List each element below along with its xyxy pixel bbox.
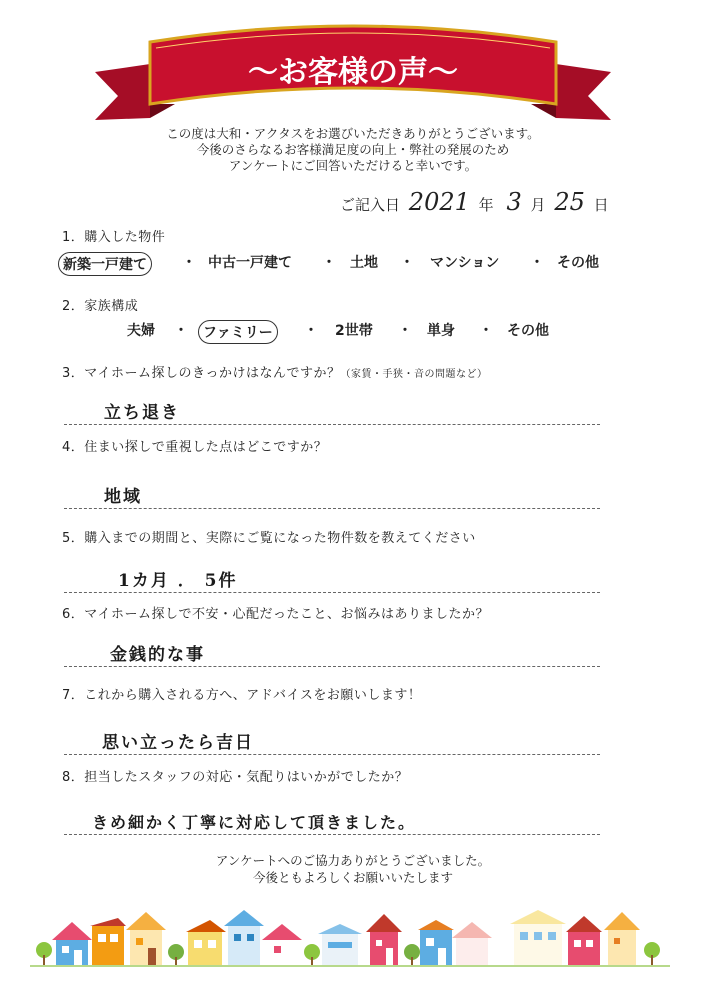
answer-8: きめ細かく丁寧に対応して頂きました。 xyxy=(92,813,417,832)
house-icon xyxy=(90,918,126,965)
answer-5: 1カ月 ． 5件 xyxy=(118,571,238,591)
question-4: 4．住まい探しで重視した点はどこですか？ xyxy=(62,440,328,455)
answer-line xyxy=(64,754,600,755)
q2-options xyxy=(0,320,706,342)
date-day-unit: 日 xyxy=(593,196,609,214)
question-7: 7．これから購入される方へ、アドバイスをお願いします！ xyxy=(62,688,422,703)
answer-line xyxy=(64,834,600,835)
q2-option-selected: ファミリー xyxy=(198,320,278,344)
q2-option: 夫婦 xyxy=(127,323,155,339)
question-3-label: 3．マイホーム探しのきっかけはなんですか？ xyxy=(62,366,341,381)
q1-option: マンション xyxy=(430,255,500,271)
answer-line xyxy=(64,424,600,425)
date-label: ご記入日 xyxy=(340,196,401,214)
question-3-note: （家賃・手狭・音の問題など） xyxy=(340,369,488,380)
date-year: 2021 xyxy=(408,188,470,216)
house-icon xyxy=(510,910,566,965)
house-icon xyxy=(186,920,226,965)
intro-line: 今後のさらなるお客様満足度の向上・弊社の発展のため xyxy=(196,142,510,157)
separator: ・ xyxy=(400,255,414,271)
separator: ・ xyxy=(530,255,544,271)
ribbon-banner xyxy=(0,0,706,125)
answer-line xyxy=(64,666,600,667)
separator: ・ xyxy=(304,323,318,339)
q1-option: 中古一戸建て xyxy=(208,255,292,271)
date-year-unit: 年 xyxy=(478,196,494,214)
closing-line: 今後ともよろしくお願いいたします xyxy=(252,870,453,885)
question-8: 8．担当したスタッフの対応・気配りはいかがでしたか？ xyxy=(62,770,409,785)
answer-7: 思い立ったら吉日 xyxy=(102,733,254,753)
question-5: 5．購入までの期間と、実際にご覧になった物件数を教えてください xyxy=(62,531,476,546)
house-icon xyxy=(366,914,420,965)
house-icon xyxy=(36,922,92,965)
q2-option: 単身 xyxy=(427,323,455,339)
q1-options xyxy=(0,252,706,274)
date-month-unit: 月 xyxy=(530,196,546,214)
closing-line: アンケートへのご協力ありがとうございました。 xyxy=(215,853,491,868)
separator: ・ xyxy=(322,255,336,271)
closing-text xyxy=(0,852,706,886)
answer-3: 立ち退き xyxy=(104,403,180,423)
date-day: 25 xyxy=(554,188,585,216)
entry-date xyxy=(340,188,609,216)
houses-illustration xyxy=(0,900,706,980)
q1-option: その他 xyxy=(557,255,599,271)
house-icon xyxy=(566,912,660,965)
banner-title: 〜お客様の声〜 xyxy=(248,55,458,90)
separator: ・ xyxy=(479,323,493,339)
answer-line xyxy=(64,508,600,509)
q2-option: その他 xyxy=(507,323,549,339)
question-6: 6．マイホーム探しで不安・心配だったこと、お悩みはありましたか？ xyxy=(62,607,490,622)
date-month: 3 xyxy=(506,188,522,216)
house-icon xyxy=(418,920,492,965)
house-icon xyxy=(126,912,184,965)
answer-4: 地域 xyxy=(104,487,142,507)
separator: ・ xyxy=(174,323,188,339)
separator: ・ xyxy=(182,255,196,271)
answer-line xyxy=(64,592,600,593)
separator: ・ xyxy=(398,323,412,339)
answer-6: 金銭的な事 xyxy=(110,645,205,665)
house-icon xyxy=(304,924,362,965)
intro-text xyxy=(0,126,706,174)
question-1: 1．購入した物件 xyxy=(62,230,166,245)
q2-option: 2世帯 xyxy=(335,323,373,339)
question-2: 2．家族構成 xyxy=(62,299,139,314)
q1-option-selected: 新築一戸建て xyxy=(58,252,152,276)
house-icon xyxy=(224,910,302,965)
question-3 xyxy=(62,362,488,381)
intro-line: この度は大和・アクタスをお選びいただきありがとうございます。 xyxy=(166,126,540,141)
q1-option: 土地 xyxy=(350,255,378,271)
intro-line: アンケートにご回答いただけると幸いです。 xyxy=(228,158,478,173)
